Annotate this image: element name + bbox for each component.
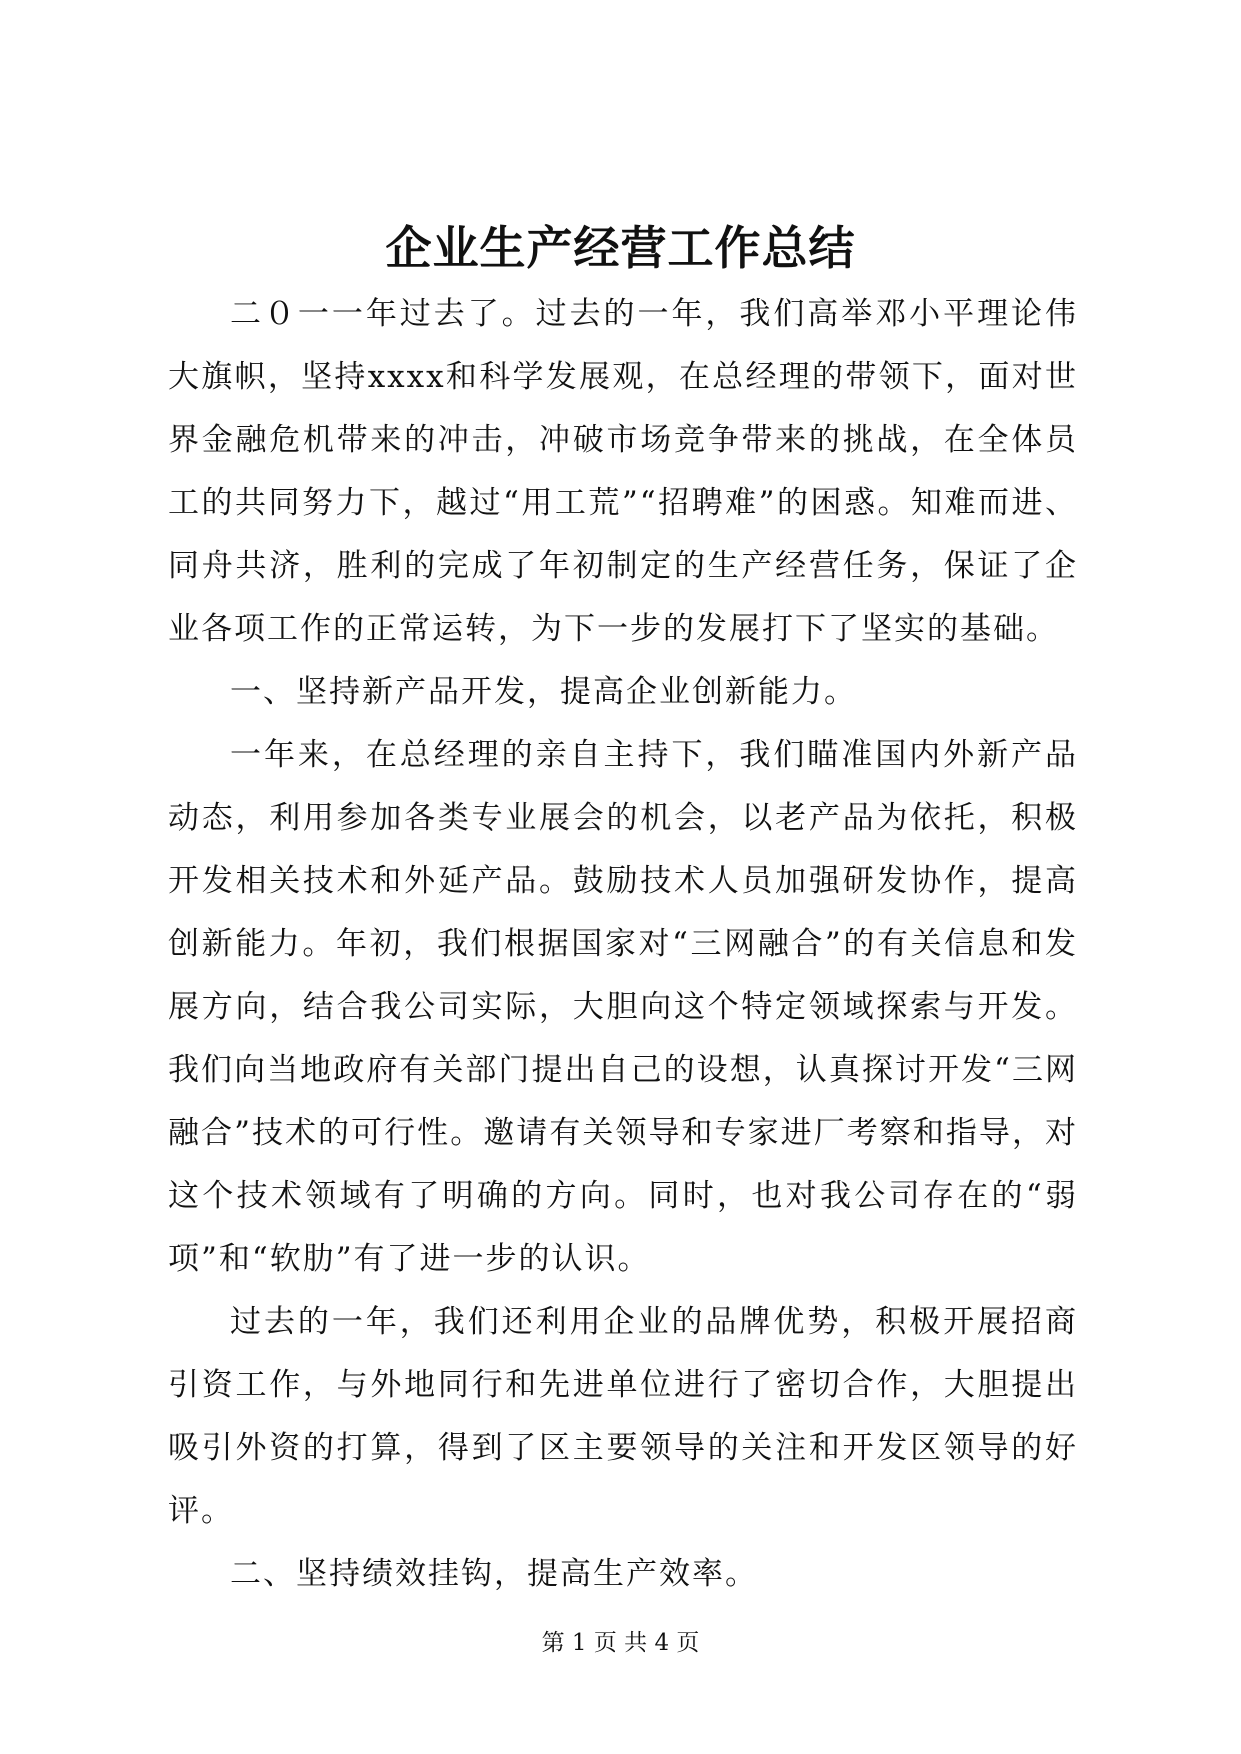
section-heading-1: 一、坚持新产品开发，提高企业创新能力。 — [230, 674, 857, 710]
page-number-footer: 第 1 页 共 4 页 — [541, 1630, 700, 1656]
paragraph-product-development: 一年来，在总经理的亲自主持下，我们瞄准国内外新产品动态，利用参加各类专业展会的机会，以老产品为依托，积极开发相关技术和外延产品。鼓励技术人员加强研发协作，提高创新能力。年初，我们根据国家对“三网融合”的有关信息和发展方向，结合我公司实际，大胆向这个特定领域探索与开发。我们向当地政府有关部门提出自己的设想，认真探讨开发“三网融合”技术的可行性。邀请有关领导和专家进厂考察和指导，对这个技术领域有了明确的方向。同时，也对我公司存在的“弱项”和“软肋”有了进一步的认识。 — [168, 737, 1078, 1277]
section-heading-2: 二、坚持绩效挂钩，提高生产效率。 — [230, 1556, 758, 1592]
paragraph-intro: 二０一一年过去了。过去的一年，我们高举邓小平理论伟大旗帜，坚持xxxx和科学发展观，在总经理的带领下，面对世界金融危机带来的冲击，冲破市场竞争带来的挑战，在全体员工的共同努力下，越过“用工荒”“招聘难”的困惑。知难而进、同舟共济，胜利的完成了年初制定的生产经营任务，保证了企业各项工作的正常运转，为下一步的发展打下了坚实的基础。 — [168, 296, 1078, 647]
document-body — [168, 283, 1078, 1606]
paragraph-investment: 过去的一年，我们还利用企业的品牌优势，积极开展招商引资工作，与外地同行和先进单位进行了密切合作，大胆提出吸引外资的打算，得到了区主要领导的关注和开发区领导的好评。 — [168, 1304, 1078, 1529]
document-title: 企业生产经营工作总结 — [385, 221, 856, 275]
